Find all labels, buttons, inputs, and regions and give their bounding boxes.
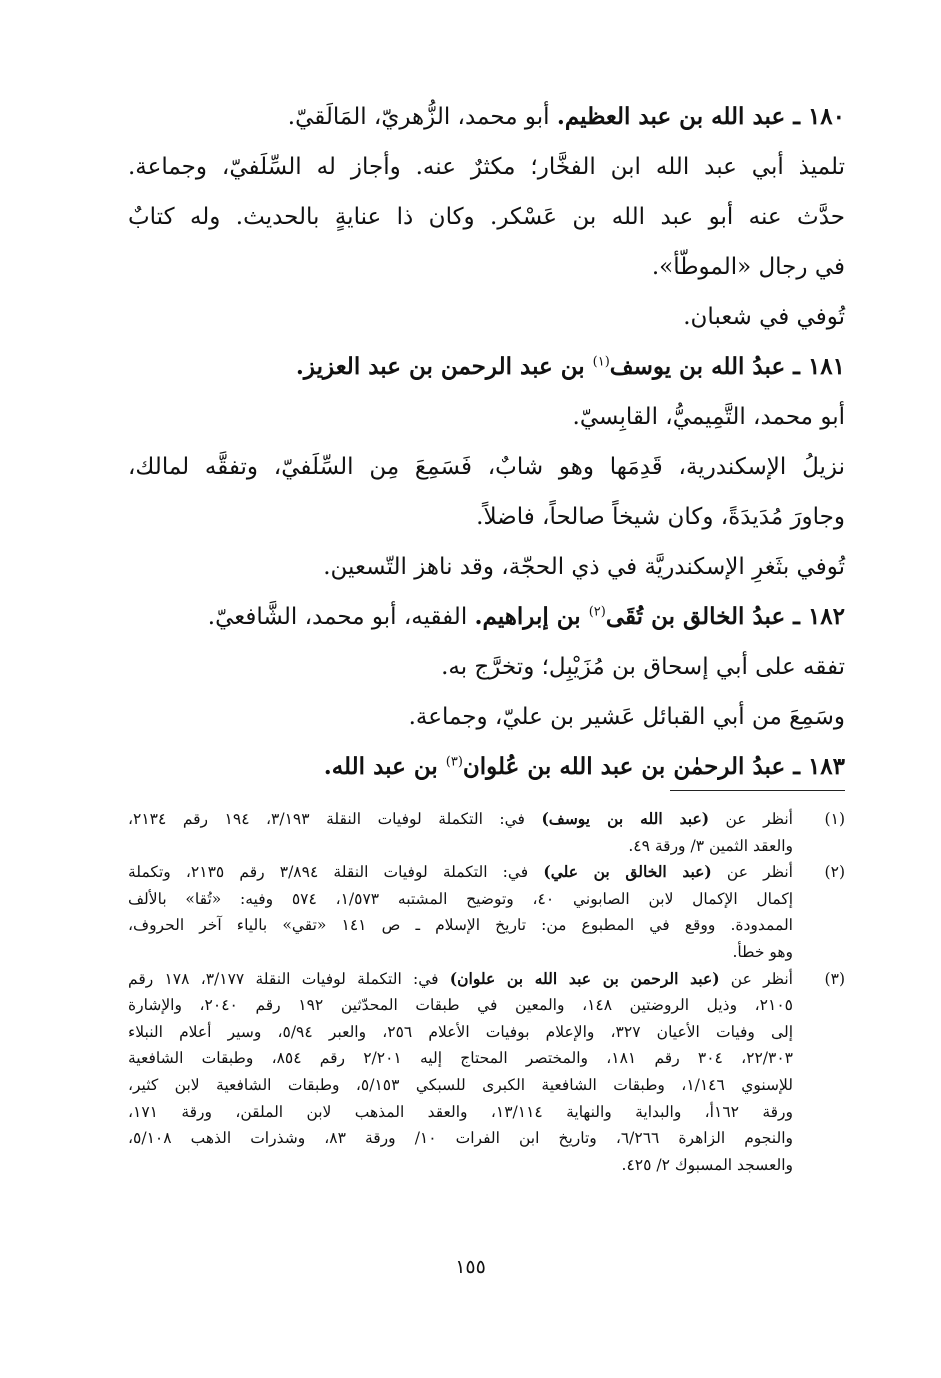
footnote-lead: أنظر عن: [719, 969, 793, 988]
footnote-line: والعسجد المسبوك ٢/ ٤٢٥.: [621, 1155, 793, 1174]
footnote-text: في: التكملة لوفيات النقلة ٣/١٩٣، ١٩٤ رقم ٢١٣٤،: [128, 810, 542, 828]
entry-183-name: ١٨٣ ـ عبدُ الرحمٰن بن عبد الله بن عُلوان: [462, 753, 845, 780]
entry-181-line: تُوفي بثَغرِ الإسكندريَّة في ذي الحجّة، وقد ناهز التّسعين.: [323, 554, 845, 580]
footnote-1: [128, 806, 845, 859]
footnote-line: [128, 806, 793, 833]
entry-181-line: أبو محمد، التَّمِيميُّ، القابِسيّ.: [572, 404, 845, 430]
entry-181-line: وجاورَ مُدَيدَةً، وكان شيخاً صالحاً، فاضلاً.: [476, 504, 845, 530]
footnote-number: (٢): [824, 863, 845, 882]
footnote-lead: أنظر عن: [711, 863, 793, 882]
entry-182-name: ١٨٢ ـ عبدُ الخالق بن تُقَى: [605, 603, 845, 630]
entry-181-line: نزيلُ الإسكندرية، قَدِمَها وهو شابٌ، فَسَمِعَ مِن السِّلَفيّ، وتفقَّه لمالك،: [128, 454, 845, 480]
main-text: [128, 92, 845, 792]
footnote-number: (٣): [824, 969, 845, 988]
entry-182-nisba: الفقيه، أبو محمد، الشَّافعيّ.: [207, 604, 475, 630]
entry-180-nisba: أبو محمد، الزُّهريّ، المَالَقيّ.: [287, 104, 557, 130]
footnote-subject: (عبد الخالق بن علي): [543, 862, 712, 882]
entry-183-name-cont: بن عبد الله.: [323, 753, 446, 780]
footnote-ref-1[interactable]: (١): [592, 354, 610, 370]
footnote-line: [128, 859, 793, 886]
page-number: ١٥٥: [455, 1256, 486, 1278]
entry-182-name-cont: بن إبراهيم.: [474, 603, 589, 630]
footnote-subject: (عبد الرحمن بن عبد الله بن علوان): [449, 968, 720, 988]
entry-180-line: حدَّث عنه أبو عبد الله بن عَسْكر. وكان ذا عنايةٍ بالحديث. وله كتابٌ: [128, 204, 845, 230]
entry-181-heading: [128, 342, 845, 392]
footnote-line: إلى وفيات الأعيان ٣٢٧، والإعلام بوفيات الأعلام ٢٥٦، والعبر ٥/٩٤، وسير أعلام النبلاء: [128, 1022, 794, 1041]
footnotes: [128, 806, 845, 1178]
footnote-separator: [670, 790, 845, 791]
footnote-line: ٢٢/٣٠٣، ٣٠٤ رقم ١٨١، والمختصر المحتاج إليه ٢/٢٠١ رقم ٨٥٤، وطبقات الشافعية: [128, 1049, 793, 1068]
footnote-line: والنجوم الزاهرة ٦/٢٦٦، وتاريخ ابن الفرات ١٠/ ورقة ٨٣، وشذرات الذهب ٥/١٠٨،: [128, 1129, 794, 1148]
entry-182-heading: [128, 592, 845, 642]
footnote-3: [128, 966, 845, 1179]
footnote-number: (١): [824, 810, 845, 828]
footnote-ref-2[interactable]: (٢): [588, 604, 606, 620]
footnote-line: للإسنوي ١/١٤٦، وطبقات الشافعية الكبرى للسبكي ٥/١٥٣، وطبقات الشافعية لابن كثير،: [128, 1075, 794, 1094]
footnote-subject: (عبد الله بن يوسف): [541, 809, 710, 828]
entry-181-name-cont: بن عبد الرحمن بن عبد العزيز.: [295, 353, 593, 380]
entry-180-line: في رجال «الموطّأ».: [651, 254, 845, 280]
footnote-line: الممدودة. ووقع في المطبوع من: تاريخ الإسلام ـ ص ١٤١ «تقي» بالياء آخر الحروف،: [128, 916, 793, 935]
entry-180-line: تُوفي في شعبان.: [683, 304, 845, 330]
footnote-line: [128, 966, 793, 993]
entry-181-name: ١٨١ ـ عبدُ الله بن يوسف: [609, 353, 845, 380]
footnote-text: في: التكملة لوفيات النقلة ٣/١٧٧، ١٧٨ رقم: [128, 969, 450, 988]
footnote-text: في: التكملة لوفيات النقلة ٣/٨٩٤ رقم ٢١٣٥، وتكملة: [128, 863, 544, 882]
footnote-line: إكمال الإكمال لابن الصابوني ٤٠، وتوضيح المشتبه ١/٥٧٣، ٥٧٤ وفيه: «تُقا» بالألف: [128, 889, 794, 908]
footnote-line: ٢١٠٥، وذيل الروضتين ١٤٨، والمعين في طبقات المحدّثين ١٩٢ رقم ٢٠٤٠، والإشارة: [128, 996, 793, 1015]
entry-182-line: وسَمِعَ من أبي القبائل عَشير بن عليّ، وجماعة.: [408, 704, 845, 730]
footnote-line: ورقة ١٦٢أ، والبداية والنهاية ١٣/١١٤، والعقد المذهب لابن الملقن، ورقة ١٧١،: [128, 1102, 794, 1121]
entry-180-name: ١٨٠ ـ عبد الله بن عبد العظيم.: [556, 103, 845, 130]
footnote-lead: أنظر عن: [709, 810, 793, 828]
footnote-line: وهو خطأ.: [732, 942, 793, 961]
entry-183-heading: [128, 742, 845, 792]
entry-180-heading: [128, 92, 845, 142]
footnote-line: والعقد الثمين ٣/ ورقة ٤٩.: [628, 836, 793, 855]
entry-180-line: تلميذ أبي عبد الله ابن الفخَّار؛ مكثرٌ عنه. وأجاز له السِّلَفيّ، وجماعة.: [128, 154, 845, 180]
footnote-2: [128, 859, 845, 965]
entry-182-line: تفقه على أبي إسحاق بن مُزَيْبِل؛ وتخرَّج به.: [441, 654, 845, 680]
footnote-ref-3[interactable]: (٣): [445, 754, 463, 770]
